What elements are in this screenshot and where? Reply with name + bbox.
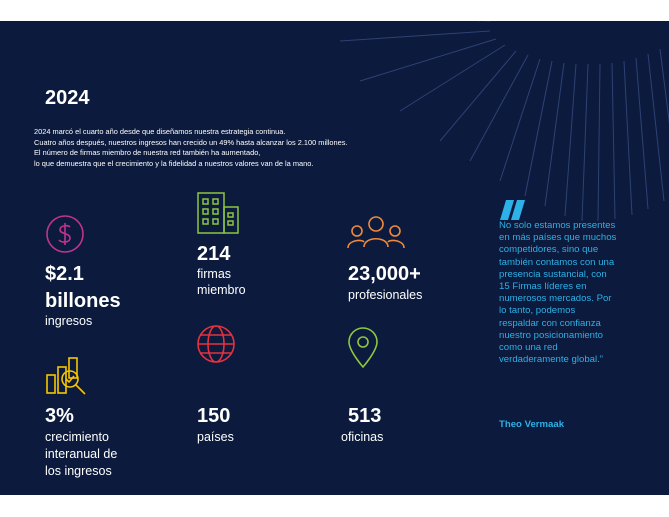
intro-line: 2024 marcó el cuarto año desde que diseñamos nuestra estrategia continua. — [34, 127, 286, 136]
stats-panel — [0, 21, 669, 495]
revenue-label: ingresos — [45, 314, 93, 328]
revenue-value-line2: billones — [45, 290, 121, 312]
growth-value: 3% — [45, 405, 74, 427]
quote-author: Theo Vermaak — [499, 419, 565, 430]
people-group-icon — [347, 215, 405, 251]
growth-label-line1: crecimiento — [45, 430, 109, 444]
growth-label-line2: interanual de — [45, 447, 118, 461]
globe-icon — [196, 324, 236, 364]
growth-label-line3: los ingresos — [45, 464, 112, 478]
professionals-label: profesionales — [348, 288, 423, 302]
intro-line: El número de firmas miembro de nuestra red también ha aumentado, — [34, 148, 261, 158]
dollar-coin-icon — [45, 214, 85, 254]
firms-label-line2: miembro — [197, 283, 246, 297]
chart-magnifier-icon — [45, 355, 89, 397]
location-pin-icon — [347, 327, 379, 369]
intro-line: lo que demuestra que el crecimiento y la fidelidad a nuestros valores van de la mano. — [34, 158, 314, 168]
intro-paragraph — [34, 127, 454, 169]
year-heading: 2024 — [45, 87, 90, 109]
professionals-value: 23,000+ — [348, 263, 421, 285]
buildings-icon — [196, 191, 240, 235]
firms-label-line1: firmas — [197, 267, 232, 281]
countries-value: 150 — [197, 405, 231, 427]
intro-line: Cuatro años después, nuestros ingresos han crecido un 49% hasta alcanzar los 2.100 millones. — [34, 137, 348, 147]
quote-mark-icon — [500, 200, 526, 220]
testimonial-quote: No solo estamos presentes en más países que muchos competidores, sino que también contamos con una presencia sustancial, con 15 Firmas líderes en numerosos mercados. Por lo tanto, podemos respaldar con confianza nuestro posicionamiento como una red verdaderamente global.” — [499, 220, 617, 366]
revenue-value-line1: $2.1 — [45, 263, 84, 285]
countries-label: países — [197, 430, 234, 444]
offices-value: 513 — [348, 405, 382, 427]
firms-value: 214 — [197, 243, 231, 265]
offices-label: oficinas — [341, 430, 384, 444]
